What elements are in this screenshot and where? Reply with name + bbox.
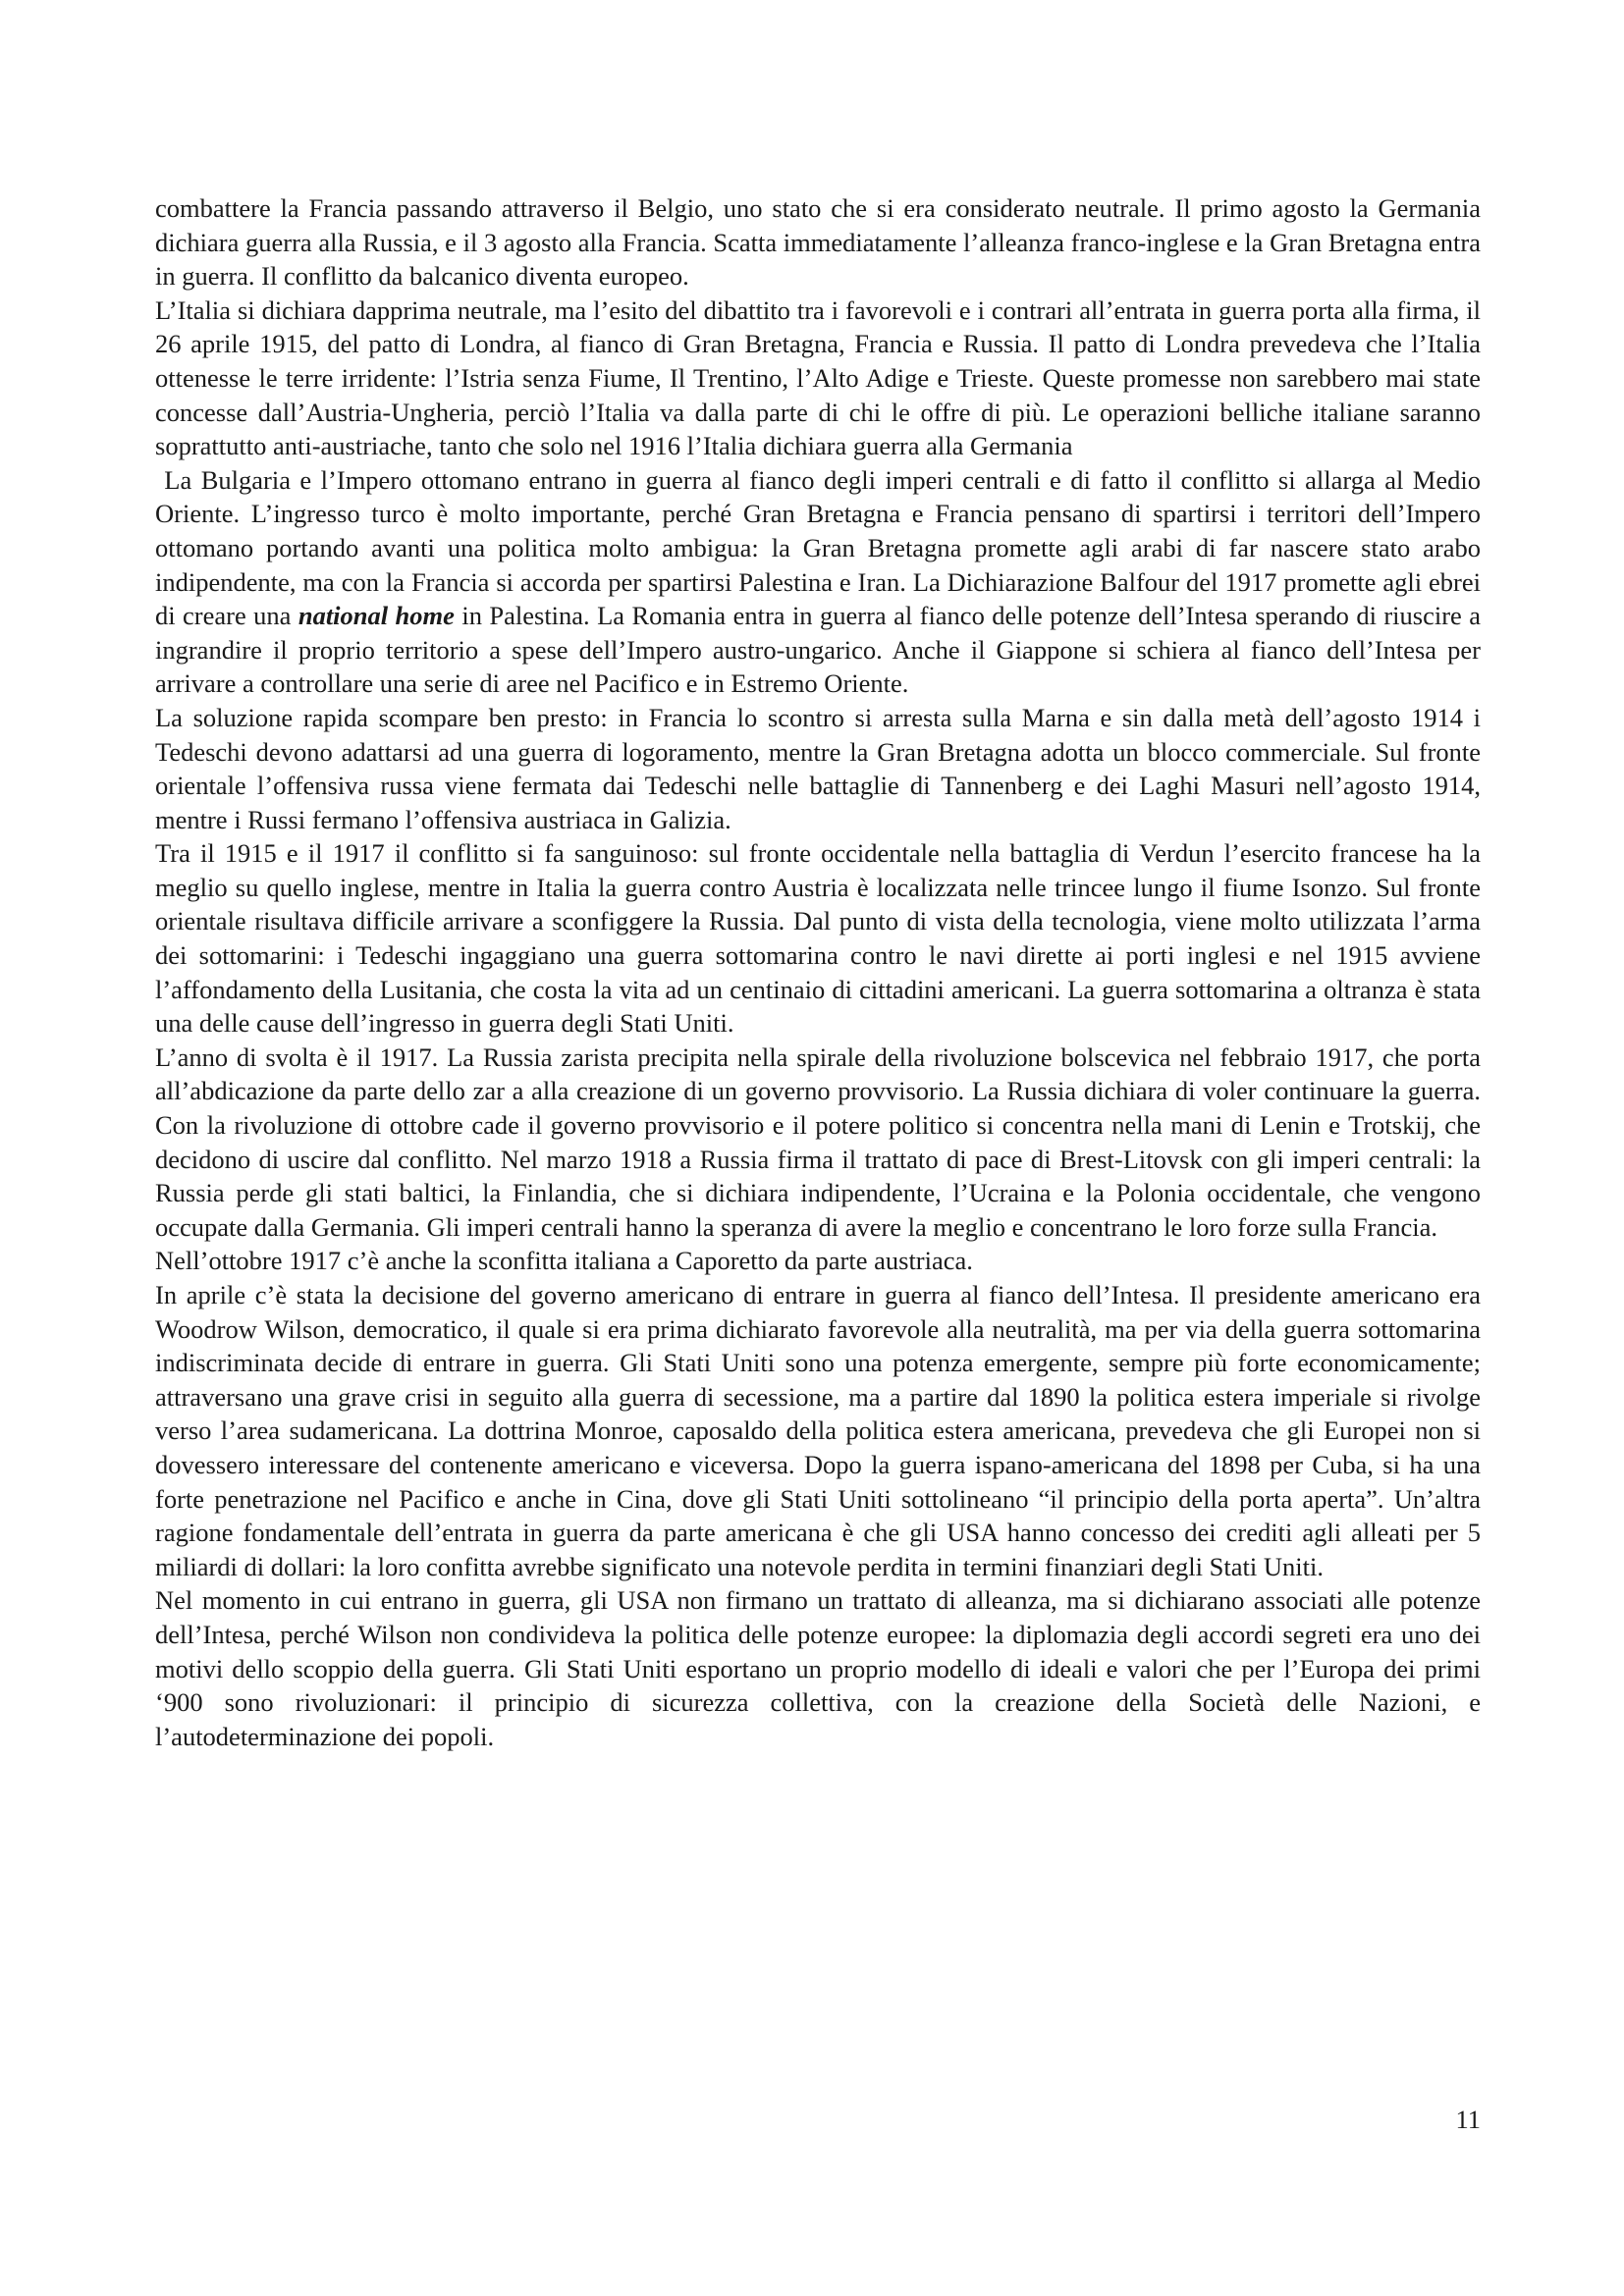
paragraph-1917-russia: L’anno di svolta è il 1917. La Russia zarista precipita nella spirale della rivoluzione bolscevica nel febbraio 1917, che porta all’abdicazione da parte dello zar a alla creazione di un governo provvisorio. La Russia dichiara di voler continuare la guerra. Con la rivoluzione di ottobre cade il governo provvisorio e il potere politico si concentra nella mani di Lenin e Trotskij, che decidono di uscire dal conflitto. Nel marzo 1918 a Russia firma il trattato di pace di Brest-Litovsk con gli imperi centrali: la Russia perde gli stati baltici, la Finlandia, che si dichiara indipendente, l’Ucraina e la Polonia occidentale, che vengono occupate dalla Germania. Gli imperi centrali hanno la speranza di avere la meglio e concentrano le loro forze sulla Francia.	[155, 1041, 1481, 1242]
paragraph-usa-intesa: Nel momento in cui entrano in guerra, gli USA non firmano un trattato di alleanza, ma si dichiarano associati alle potenze dell’Intesa, perché Wilson non condivideva la politica delle potenze europee: la diplomazia degli accordi segreti era uno dei motivi dello scoppio della guerra. Gli Stati Uniti esportano un proprio modello di ideali e valori che per l’Europa dei primi ‘900 sono rivoluzionari: il principio di sicurezza collettiva, con la creazione della Società delle Nazioni, e l’autodeterminazione dei popoli.	[155, 1585, 1481, 1751]
paragraph-italy-london-pact: L’Italia si dichiara dapprima neutrale, ma l’esito del dibattito tra i favorevoli e i contrari all’entrata in guerra porta alla firma, il 26 aprile 1915, del patto di Londra, al fianco di Gran Bretagna, Francia e Russia. Il patto di Londra prevedeva che l’Italia ottenesse le terre irridente: l’Istria senza Fiume, Il Trentino, l’Alto Adige e Trieste. Queste promesse non sarebbero mai state concesse dall’Austria-Ungheria, perciò l’Italia va dalla parte di chi le offre di più. Le operazioni belliche italiane saranno soprattutto anti-austriache, tanto che solo nel 1916 l’Italia dichiara guerra alla Germania	[155, 294, 1481, 461]
page-number: 11	[1455, 2105, 1481, 2134]
document-page	[155, 191, 1481, 1753]
paragraph-caporetto: Nell’ottobre 1917 c’è anche la sconfitta italiana a Caporetto da parte austriaca.	[155, 1246, 973, 1276]
paragraph-marna-tannenberg: La soluzione rapida scompare ben presto: in Francia lo scontro si arresta sulla Marna e sin dalla metà dell’agosto 1914 i Tedeschi devono adattarsi ad una guerra di logoramento, mentre la Gran Bretagna adotta un blocco commerciale. Sul fronte orientale l’offensiva russa viene fermata dai Tedeschi nelle battaglie di Tannenberg e dei Laghi Masuri nell’agosto 1914, mentre i Russi fermano l’offensiva austriaca in Galizia.	[155, 702, 1481, 834]
national-home-emphasis: national home	[298, 601, 455, 631]
paragraph-bulgaria-ottoman	[155, 463, 1481, 701]
paragraph-verdun-isonzo: Tra il 1915 e il 1917 il conflitto si fa sanguinoso: sul fronte occidentale nella battaglia di Verdun l’esercito francese ha la meglio su quello inglese, mentre in Italia la guerra contro Austria è localizzata nelle trincee lungo il fiume Isonzo. Sul fronte orientale risultava difficile arrivare a sconfiggere la Russia. Dal punto di vista della tecnologia, viene molto utilizzata l’arma dei sottomarini: i Tedeschi ingaggiano una guerra sottomarina contro le navi dirette ai porti inglesi e nel 1915 avviene l’affondamento della Lusitania, che costa la vita ad un centinaio di cittadini americani. La guerra sottomarina a oltranza è stata una delle cause dell’ingresso in guerra degli Stati Uniti.	[155, 838, 1481, 1039]
paragraph-usa-wilson: In aprile c’è stata la decisione del governo americano di entrare in guerra al fianco dell’Intesa. Il presidente americano era Woodrow Wilson, democratico, il quale si era prima dichiarato favorevole alla neutralità, ma per via della guerra sottomarina indiscriminata decide di entrare in guerra. Gli Stati Uniti sono una potenza emergente, sempre più forte economicamente; attraversano una grave crisi in seguito alla guerra di secessione, ma a partire dal 1890 la politica estera imperiale si rivolge verso l’area sudamericana. La dottrina Monroe, caposaldo della politica estera americana, prevedeva che gli Europei non si dovessero interessare del contenente americano e viceversa. Dopo la guerra ispano-americana del 1898 per Cuba, si ha una forte penetrazione nel Pacifico e anche in Cina, dove gli Stati Uniti sottolineano “il principio della porta aperta”. Un’altra ragione fondamentale dell’entrata in guerra da parte americana è che gli USA hanno concesso dei crediti agli alleati per 5 miliardi di dollari: la loro confitta avrebbe significato una notevole perdita in termini finanziari degli Stati Uniti.	[155, 1280, 1481, 1581]
paragraph-bulgaria-text-after: in Palestina. La Romania entra in guerra al fianco delle potenze dell’Intesa sperando di riuscire a ingrandire il proprio territorio a spese dell’Impero austro-ungarico. Anche il Giappone si schiera al fianco dell’Intesa per arrivare a controllare una serie di aree nel Pacifico e in Estremo Oriente.	[155, 601, 1481, 699]
paragraph-bulgaria-text-before: La Bulgaria e l’Impero ottomano entrano in guerra al fianco degli imperi centrali e di fatto il conflitto si allarga al Medio Oriente. L’ingresso turco è molto importante, perché Gran Bretagna e Francia pensano di spartirsi i territori dell’Impero ottomano portando avanti una politica molto ambigua: la Gran Bretagna promette agli arabi di far nascere stato arabo indipendente, ma con la Francia si accorda per spartirsi Palestina e Iran. La Dichiarazione Balfour del 1917 promette agli ebrei di creare una	[155, 464, 1481, 631]
paragraph-belgium-germany: combattere la Francia passando attraverso il Belgio, uno stato che si era considerato neutrale. Il primo agosto la Germania dichiara guerra alla Russia, e il 3 agosto alla Francia. Scatta immediatamente l’alleanza franco-inglese e la Gran Bretagna entra in guerra. Il conflitto da balcanico diventa europeo.	[155, 193, 1481, 292]
